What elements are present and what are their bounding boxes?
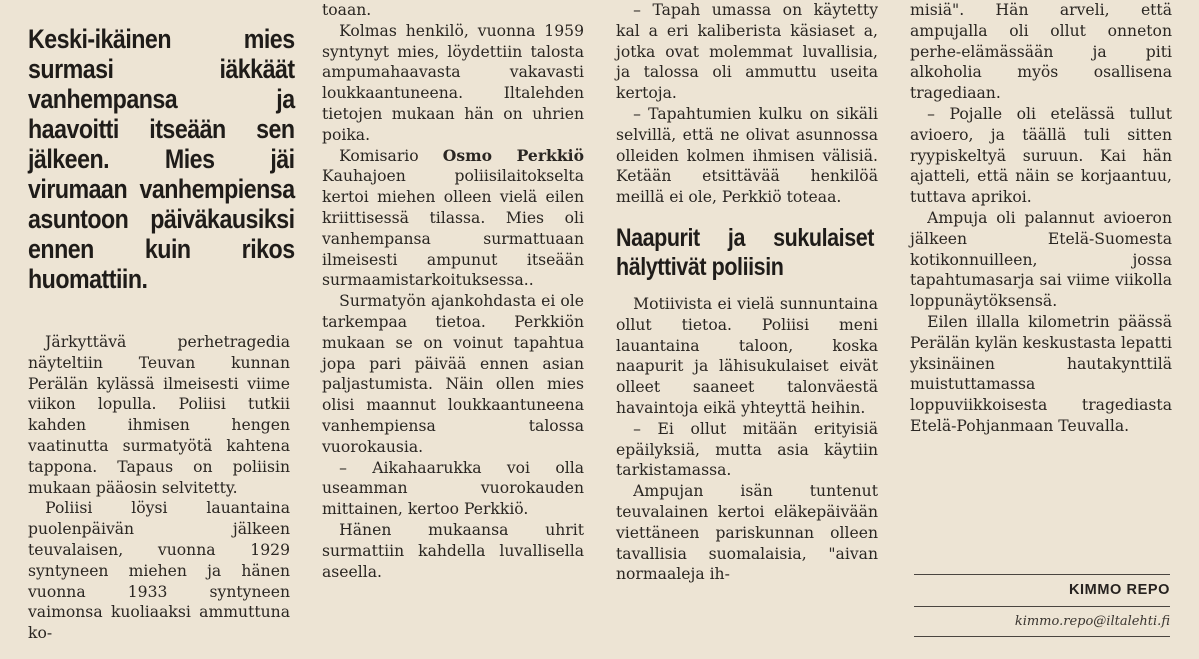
- paragraph-continuation: misiä". Hän arveli, että ampujalla oli ollut onneton perhe-elämässään ja piti alkoholia myös osallisena tragediaan.: [910, 1, 1172, 103]
- paragraph: Komisario Osmo Perkkiö Kauhajoen poliisilaitokselta kertoi miehen olleen vielä eilen kriittisessä tilassa. Mies oli vanhempansa surmattuaan ilmeisesti ampunut itseään surmaamistarkoituksessa..: [322, 145, 584, 290]
- byline-author: KIMMO REPO: [1068, 582, 1170, 598]
- paragraph-continuation: toaan.: [322, 1, 372, 19]
- person-name: Osmo Perkkiö: [442, 145, 584, 165]
- paragraph: Ampujan isän tuntenut teuvalainen kertoi eläkepäivään viettäneen pariskunnan olleen tavallisia suomalaisia, "aivan normaaleja ih-: [616, 482, 878, 584]
- paragraph: Ampuja oli palannut avioeron jälkeen Etelä-Suomesta kotikonnuilleen, jossa tapahtumasarja sai viime viikolla loppunäytöksensä.: [910, 208, 1172, 311]
- column-2: [322, 0, 584, 582]
- paragraph: Poliisi löysi lauantaina puolenpäivän jälkeen teuvalaisen, vuonna 1929 syntyneen miehen ja hänen vuonna 1933 syntyneen vaimonsa kuoliaaksi ammuttuna ko-: [28, 499, 290, 643]
- paragraph: Kolmas henkilö, vuonna 1959 syntynyt mies, löydettiin talosta ampumahaavasta vakavasti loukkaantuneena. Iltalehden tietojen mukaan hän on uhrien poika.: [322, 21, 584, 144]
- column-4: [910, 0, 1172, 437]
- byline-rule-middle: [914, 606, 1170, 607]
- paragraph: Eilen illalla kilometrin päässä Perälän kylän keskustasta lepatti yksinäinen hautakynttilä muistuttamassa loppuviikkoisesta tragediasta Etelä-Pohjanmaan Teuvalla.: [910, 312, 1172, 435]
- section-subheading: Naapurit ja sukulaiset hälyttivät poliisin: [616, 223, 874, 281]
- article-headline: Keski-ikäinen mies surmasi iäkkäät vanhempansa ja haavoitti itseään sen jälkeen. Mies jäi virumaan vanhempiensa asuntoon päiväkausiksi ennen kuin rikos huomattiin.: [28, 24, 295, 294]
- paragraph: – Tapah umassa on käytetty kal a eri kaliberista käsiaset a, jotka ovat molemmat luvallisia, ja talossa oli ammuttu useita kertoja.: [616, 1, 878, 103]
- column-1: [28, 0, 295, 644]
- paragraph: – Tapahtumien kulku on sikäli selvillä, että ne olivat asunnossa olleiden kolmen ihmisen välisiä. Ketään etsittävää henkilöä meillä ei ole, Perkkiö toteaa.: [616, 104, 878, 207]
- paragraph: Surmatyön ajankohdasta ei ole tarkempaa tietoa. Perkkiön mukaan se on voinut tapahtua jopa pari päivää ennen asian paljastumista. Näin ollen mies olisi maannut loukkaantuneena vanhempiensa talossa vuorokausia.: [322, 292, 584, 456]
- paragraph: Järkyttävä perhetragedia näyteltiin Teuvan kunnan Perälän kylässä ilmeisesti viime viikon lopulla. Poliisi tutkii kahden ihmisen hengen vaatinutta surmatyötä kahtena tappona. Tapaus on poliisin mukaan pääosin selvitetty.: [28, 333, 290, 497]
- paragraph: – Ei ollut mitään erityisiä epäilyksiä, mutta asia käytiin tarkistamassa.: [616, 419, 878, 480]
- paragraph: Motiivista ei vielä sunnuntaina ollut tietoa. Poliisi meni lauantaina taloon, koska naapurit ja lähisukulaiset eivät olleet saaneet talonväestä havaintoja eikä yhteyttä heihin.: [616, 294, 878, 417]
- byline-rule-top: [914, 574, 1170, 575]
- byline-email[interactable]: kimmo.repo@iltalehti.fi: [1014, 614, 1170, 629]
- paragraph: – Aikahaarukka voi olla useamman vuorokauden mittainen, kertoo Perkkiö.: [322, 458, 584, 519]
- byline-rule-bottom: [914, 636, 1170, 637]
- paragraph: Hänen mukaansa uhrit surmattiin kahdella luvallisella aseella.: [322, 520, 584, 581]
- column-3: [616, 0, 878, 585]
- paragraph: – Pojalle oli etelässä tullut avioero, ja täällä tuli sitten ryypiskeltyä suruun. Kai hän ajatteli, että näin se korjaantuu, tuttava aprikoi.: [910, 104, 1172, 207]
